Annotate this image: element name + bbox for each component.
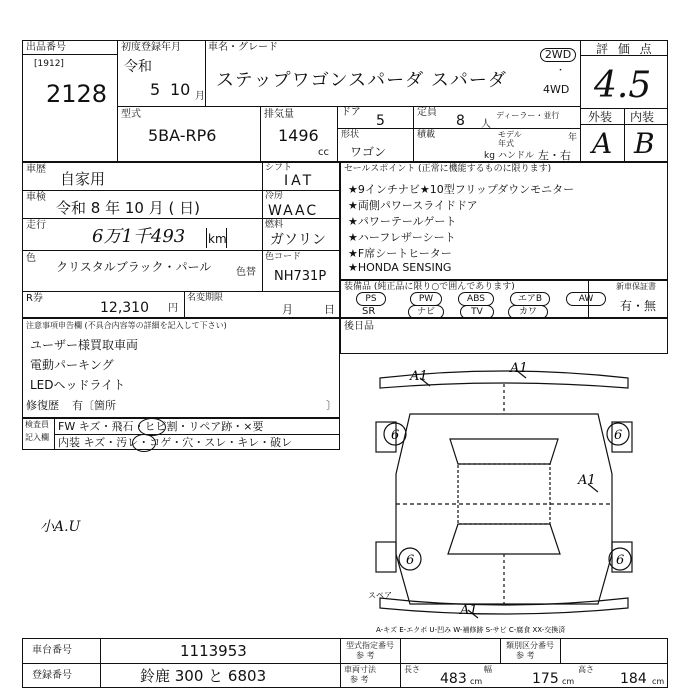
use-label: 車歴 xyxy=(26,164,46,175)
kg-unit: kg xyxy=(484,151,495,161)
recycle-label: R券 xyxy=(26,293,43,304)
inspection-label: 車検 xyxy=(26,192,46,203)
size-label: 車両寸法 xyxy=(344,665,376,674)
equip-tv: TV xyxy=(460,305,494,319)
chassis-value: 1113953 xyxy=(180,642,247,660)
width-unit: cm xyxy=(562,677,575,686)
repair-value: 有〔箇所 xyxy=(72,399,116,412)
divider xyxy=(22,663,668,664)
doors-value: 5 xyxy=(376,113,385,129)
nc-month: 月 xyxy=(282,303,293,316)
equip-abs: ABS xyxy=(458,292,494,306)
nc-day: 日 xyxy=(324,303,335,316)
equip-leather: カワ xyxy=(508,305,548,319)
drive-dot: ・ xyxy=(556,66,566,76)
circle-mark xyxy=(132,434,156,452)
notes-lines xyxy=(30,336,138,396)
sales-points-title: セールスポイント (正常に機能するものに限ります) xyxy=(344,164,552,174)
yen-unit: 円 xyxy=(168,303,178,314)
inspector-label-2: 記入欄 xyxy=(25,433,49,442)
era: 令和 xyxy=(124,59,152,75)
ac-label: 冷房 xyxy=(265,191,284,201)
sales-point: ★F席シートヒーター xyxy=(348,247,452,260)
divider xyxy=(206,228,207,248)
use-value: 自家用 xyxy=(60,170,106,188)
recycle-value: 12,310 xyxy=(100,300,149,316)
height-label: 高さ xyxy=(578,665,594,674)
lot-sub: [1912] xyxy=(34,59,64,69)
drive-2wd: 2WD xyxy=(540,48,576,62)
divider xyxy=(117,40,118,162)
inspector-fw-line: FW キズ・飛石・ヒビ割・リペア跡・×要 xyxy=(58,420,264,433)
equip-aw: AW xyxy=(566,292,606,306)
carname-label: 車名・グレード xyxy=(208,42,278,53)
divider xyxy=(580,40,581,162)
inspector-label-1: 検査員 xyxy=(25,420,49,429)
sales-point: ★両側パワースライドドア xyxy=(348,199,478,212)
diagram-mark: 6 xyxy=(391,428,400,443)
lot-number: 2128 xyxy=(46,80,108,108)
repair-label: 修復歴 xyxy=(26,399,59,412)
class-ref: 参 考 xyxy=(516,651,535,660)
color-value: クリスタルブラック・パール xyxy=(56,260,212,274)
equipment-title: 装備品 (純正品に限り○で囲んであります) xyxy=(344,282,515,292)
colorcode-label: 色コード xyxy=(265,252,302,262)
sales-point: ★パワーテールゲート xyxy=(348,215,457,228)
note-line: 電動パーキング xyxy=(30,358,114,372)
fuel-value: ガソリン xyxy=(270,232,326,248)
person-unit: 人 xyxy=(481,119,491,130)
ac-value: WAAC xyxy=(268,203,319,219)
diagram-mark: 6 xyxy=(616,553,625,568)
handle-value: 左・右 xyxy=(538,149,571,162)
mileage-label: 走行 xyxy=(26,220,46,231)
shape-label: 形状 xyxy=(341,130,360,140)
capacity-label: 定員 xyxy=(417,107,437,118)
score-value: 4.5 xyxy=(594,65,652,106)
handwriting-note: 小A.U xyxy=(40,519,81,535)
diagram-mark: 6 xyxy=(614,428,623,443)
divider xyxy=(262,162,263,291)
equip-ps: PS xyxy=(356,292,386,306)
reg-value: 鈴鹿 300 と 6803 xyxy=(140,667,267,685)
divider xyxy=(22,291,340,292)
height-unit: cm xyxy=(652,677,665,686)
chassis-label: 車台番号 xyxy=(32,645,72,656)
notes-title: 注意事項申告欄 (不具合内容等の詳細を記入して下さい) xyxy=(26,321,227,330)
equip-pw: PW xyxy=(410,292,442,306)
score-label: 評 価 点 xyxy=(596,42,655,56)
length-value: 483 xyxy=(440,671,467,687)
divider xyxy=(337,106,338,162)
divider xyxy=(580,124,668,125)
equip-sr: SR xyxy=(362,306,376,317)
damage-legend: A-キズ E-エクボ U-凹み W-補修跡 S-サビ C-腐食 XX-交換済 xyxy=(376,626,566,634)
model-label: 型式 xyxy=(121,109,141,120)
drive-4wd: 4WD xyxy=(543,83,570,96)
reg-label: 登録番号 xyxy=(32,670,72,681)
height-value: 184 xyxy=(620,671,647,687)
diagram-mark: A1 xyxy=(460,603,478,618)
fuel-label: 燃料 xyxy=(265,220,284,230)
divider xyxy=(260,106,261,162)
displacement-value: 1496 xyxy=(278,126,319,145)
first-reg-label: 初度登録年月 xyxy=(121,42,181,53)
divider xyxy=(340,638,341,688)
divider xyxy=(184,291,185,318)
inspector-interior-line: 内装 キズ・汚レ・コゲ・穴・スレ・キレ・破レ xyxy=(58,436,293,449)
post-delivery-box xyxy=(340,318,668,354)
rear-bumper xyxy=(380,598,628,614)
colorcode-value: NH731P xyxy=(274,269,327,284)
sales-point: ★HONDA SENSING xyxy=(348,261,452,274)
wheel-rl xyxy=(376,542,396,572)
inspection-value: 令和 8 年 10 月 ( 日) xyxy=(56,199,200,217)
shift-label: シフト xyxy=(265,163,293,173)
model-year-label: モデル年式 xyxy=(498,130,522,148)
cc-unit: cc xyxy=(318,147,329,158)
interior-grade: B xyxy=(634,127,655,160)
model-year-unit: 年 xyxy=(568,133,578,143)
size-ref: 参 考 xyxy=(350,675,369,684)
divider xyxy=(580,108,668,109)
model-value: 5BA-RP6 xyxy=(148,126,217,145)
spec-ref: 参 考 xyxy=(356,651,375,660)
length-unit: cm xyxy=(470,677,483,686)
windshield xyxy=(450,439,558,464)
diagram-mark: A1 xyxy=(410,369,428,384)
displacement-label: 排気量 xyxy=(264,109,294,120)
class-no-label: 類別区分番号 xyxy=(506,641,554,650)
post-delivery-label: 後日品 xyxy=(344,321,374,332)
divider xyxy=(100,638,101,688)
divider xyxy=(624,108,625,162)
note-line: ユーザー様買取車両 xyxy=(30,338,139,352)
divider xyxy=(205,40,206,106)
km-unit: km xyxy=(208,232,227,246)
sales-point: ★ハーフレザーシート xyxy=(348,231,456,244)
interior-label: 内装 xyxy=(630,110,655,124)
divider xyxy=(400,638,401,688)
roof xyxy=(458,464,550,524)
spec-no-label: 型式指定番号 xyxy=(346,641,394,650)
shift-value: IAT xyxy=(284,173,315,189)
rear-window xyxy=(448,524,560,554)
warranty-value: 有・無 xyxy=(620,299,657,313)
diagram-mark: A1 xyxy=(578,473,596,488)
dealer-label: ディーラー・並行 xyxy=(496,111,560,120)
exterior-label: 外装 xyxy=(588,110,613,124)
equip-navi: ナビ xyxy=(408,305,444,319)
sales-points-list xyxy=(348,181,574,277)
month-unit: 月 xyxy=(195,91,205,102)
handle-label: ハンドル xyxy=(498,151,535,161)
sales-point: ★9インチナビ★10型フリップダウンモニター xyxy=(348,183,575,196)
reg-year: 5 xyxy=(150,80,161,99)
divider xyxy=(413,106,414,162)
divider xyxy=(22,54,117,55)
spare-label: スペア xyxy=(368,591,392,600)
divider xyxy=(22,250,340,251)
car-diagram xyxy=(340,354,668,636)
lot-label: 出品番号 xyxy=(26,42,66,53)
name-change-label: 名変期限 xyxy=(187,293,224,303)
divider xyxy=(54,434,340,435)
color-change-label: 色替 xyxy=(236,267,256,278)
divider xyxy=(22,190,340,191)
exterior-grade: A xyxy=(592,127,613,160)
equip-airbag: エアB xyxy=(510,292,550,306)
length-label: 長さ xyxy=(404,665,420,674)
divider xyxy=(560,638,561,663)
diagram-mark: 6 xyxy=(406,553,415,568)
note-line: LEDヘッドライト xyxy=(30,378,126,392)
color-label: 色 xyxy=(26,253,36,264)
reg-month: 10 xyxy=(170,80,191,99)
shape-value: ワゴン xyxy=(350,145,387,159)
load-label: 積載 xyxy=(417,130,436,140)
width-value: 175 xyxy=(532,671,559,687)
width-label: 幅 xyxy=(484,665,492,674)
divider xyxy=(500,638,501,663)
diagram-mark: A1 xyxy=(510,361,528,376)
repair-close: 〕 xyxy=(326,399,337,412)
mileage-value: 6万1千493 xyxy=(92,226,186,247)
body-outline xyxy=(396,414,612,604)
car-name: ステップワゴンスパーダ スパーダ xyxy=(216,70,507,91)
capacity-value: 8 xyxy=(456,113,465,129)
warranty-label: 新車保証書 xyxy=(616,282,656,291)
doors-label: ドア xyxy=(341,107,361,118)
